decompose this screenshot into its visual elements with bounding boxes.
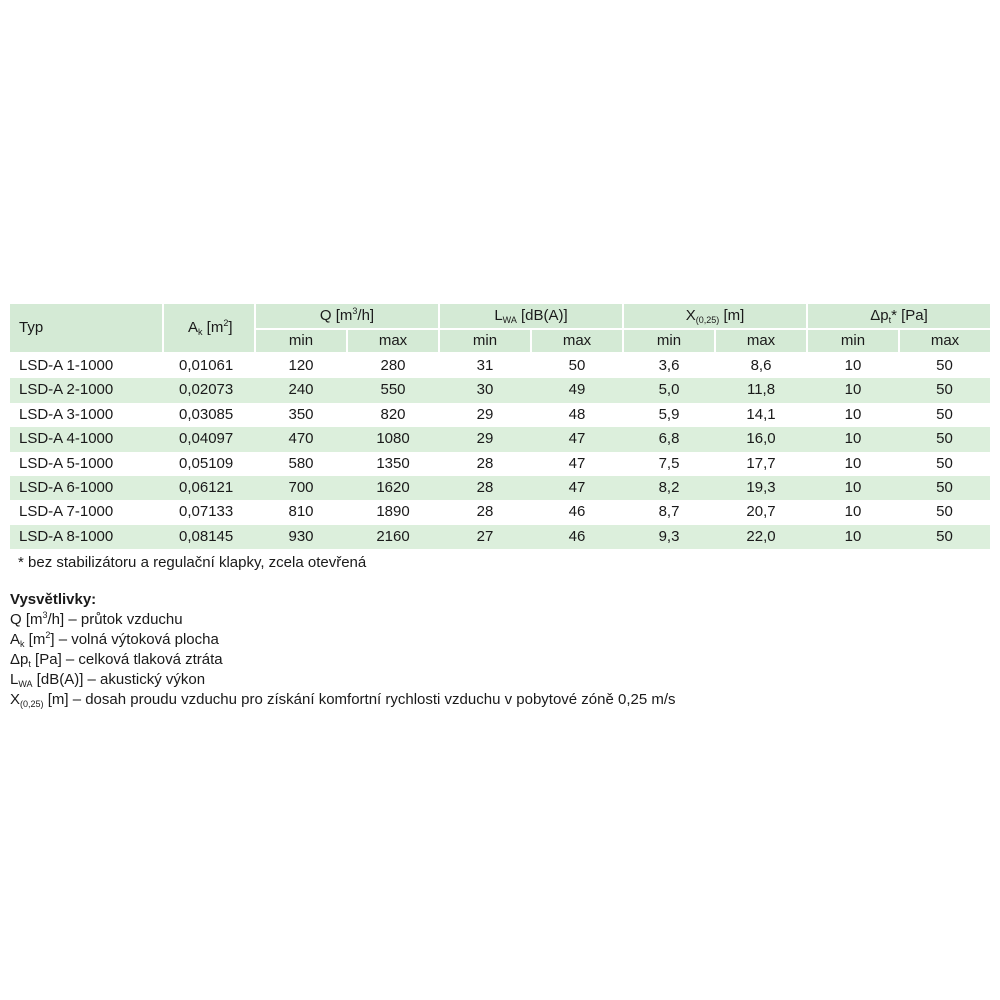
table-cell: 46 — [531, 525, 623, 549]
legend-item-lwa: $L_{WA}$ [dB(A)] – akustický výkon — [10, 671, 206, 690]
table-row — [10, 452, 990, 476]
table-cell: 1620 — [347, 476, 439, 500]
table-cell: 28 — [476, 454, 494, 472]
table-row — [10, 500, 990, 524]
table-cell: 50 — [899, 378, 990, 402]
table-cell: 20,7 — [746, 503, 776, 521]
table-cell: 29 — [476, 405, 494, 423]
table-cell: 22,0 — [715, 525, 807, 549]
header-row — [10, 304, 990, 329]
table-cell: 280 — [380, 357, 406, 374]
table-body — [10, 353, 990, 549]
table-cell: 470 — [255, 427, 347, 451]
table-cell: 550 — [347, 378, 439, 402]
table-cell: 9,3 — [623, 525, 715, 549]
legend-item-ak: $A_k$ $[m^2]$ – volná výtoková plocha — [10, 630, 219, 650]
table-cell: 120 — [288, 357, 314, 374]
table-cell: 46 — [568, 503, 586, 521]
header-x: $X_{(0,25)}$ [m] — [623, 304, 807, 329]
table-row — [10, 427, 990, 451]
table-cell: 2160 — [347, 525, 439, 549]
legend-title: Vysvětlivky: — [10, 591, 97, 609]
header-lwa: $L_{WA}$ [dB(A)] — [439, 304, 623, 329]
subheader-min: min — [623, 329, 715, 353]
table-cell: 50 — [899, 525, 990, 549]
table-cell: 1080 — [347, 427, 439, 451]
subheader-min: min — [807, 329, 899, 353]
table-row — [10, 476, 990, 500]
table-row — [10, 403, 990, 427]
spec-sheet — [10, 304, 990, 710]
table-cell: 0,05109 — [179, 454, 234, 472]
table-cell: 50 — [899, 476, 990, 500]
table-cell: 31 — [476, 357, 494, 374]
table-cell: 7,5 — [658, 454, 680, 472]
table-cell: 10 — [844, 503, 862, 521]
table-cell: 8,7 — [658, 503, 680, 521]
header-typ: Typ — [10, 304, 163, 353]
table-cell: 700 — [255, 476, 347, 500]
type-cell: LSD-A 6-1000 — [10, 476, 163, 500]
table-cell: 10 — [844, 454, 862, 472]
table-row — [10, 525, 990, 549]
table-cell: 10 — [844, 405, 862, 423]
table-cell: 10 — [807, 476, 899, 500]
table-cell: 10 — [807, 525, 899, 549]
table-cell: 50 — [568, 357, 586, 374]
table-cell: 350 — [288, 405, 314, 423]
table-cell: 50 — [936, 357, 953, 374]
header-ak: $A_k$ $[m^2]$ — [163, 304, 255, 353]
type-cell: LSD-A 5-1000 — [19, 454, 114, 472]
table-cell: 930 — [255, 525, 347, 549]
table-cell: 50 — [936, 454, 953, 472]
subheader-min: min — [255, 329, 347, 353]
table-cell: 820 — [380, 405, 406, 423]
table-cell: 50 — [899, 427, 990, 451]
table-cell: 1350 — [376, 454, 410, 472]
table-cell: 47 — [568, 454, 586, 472]
table-cell: 240 — [255, 378, 347, 402]
table-cell: 27 — [439, 525, 531, 549]
table-cell: 1890 — [376, 503, 410, 521]
table-cell: 10 — [807, 378, 899, 402]
table-cell: 11,8 — [715, 378, 807, 402]
type-cell: LSD-A 1-1000 — [19, 357, 114, 374]
subheader-max: max — [531, 329, 623, 353]
table-cell: 19,3 — [715, 476, 807, 500]
table-cell: 16,0 — [715, 427, 807, 451]
type-cell: LSD-A 3-1000 — [19, 405, 114, 423]
table-cell: 50 — [936, 503, 953, 521]
table-cell: 0,03085 — [179, 405, 234, 423]
table-cell: 0,02073 — [163, 378, 255, 402]
subheader-max: max — [347, 329, 439, 353]
legend-item-x: $X_{(0,25)}$ [m] – dosah proudu vzduchu pro získání komfortní rychlosti vzduchu v pobytové zóně 0,25 m/s — [10, 691, 676, 710]
table-cell: 6,8 — [623, 427, 715, 451]
table-cell: 50 — [936, 405, 953, 423]
subheader-max: max — [715, 329, 807, 353]
table-cell: 47 — [531, 427, 623, 451]
table-row — [10, 378, 990, 402]
table-cell: 14,1 — [746, 405, 776, 423]
table-cell: 5,0 — [623, 378, 715, 402]
table-cell: 810 — [288, 503, 314, 521]
table-cell: 28 — [476, 503, 494, 521]
table-cell: 17,7 — [746, 454, 776, 472]
table-cell: 5,9 — [658, 405, 680, 423]
type-cell: LSD-A 4-1000 — [10, 427, 163, 451]
table-cell: 49 — [531, 378, 623, 402]
header-dp: $\Delta p_t*$ [Pa] — [807, 304, 990, 329]
table-cell: 47 — [531, 476, 623, 500]
subheader-min: min — [439, 329, 531, 353]
table-cell: 0,07133 — [179, 503, 234, 521]
table-cell: 580 — [288, 454, 314, 472]
table-cell: 0,01061 — [179, 357, 234, 374]
legend-item-q: Q $[m^3/h]$ – průtok vzduchu — [10, 610, 183, 629]
table-cell: 28 — [439, 476, 531, 500]
table-cell: 10 — [844, 357, 862, 374]
type-cell: LSD-A 7-1000 — [19, 503, 114, 521]
table-cell: 0,04097 — [163, 427, 255, 451]
legend-item-dp: $\Delta p_t$ [Pa] – celková tlaková ztráta — [10, 651, 223, 670]
type-cell: LSD-A 2-1000 — [10, 378, 163, 402]
type-cell: LSD-A 8-1000 — [10, 525, 163, 549]
footnote: * bez stabilizátoru a regulační klapky, zcela otevřená — [18, 554, 367, 572]
subheader-max: max — [899, 329, 990, 353]
legend — [10, 590, 990, 710]
header-q: Q $[m^3/h]$ — [255, 304, 439, 329]
table-cell: 30 — [439, 378, 531, 402]
table-cell: 10 — [807, 427, 899, 451]
performance-table — [10, 304, 990, 549]
table-cell: 3,6 — [658, 357, 680, 374]
table-row — [10, 353, 990, 378]
table-cell: 29 — [439, 427, 531, 451]
table-cell: 8,6 — [750, 357, 772, 374]
table-cell: 0,06121 — [163, 476, 255, 500]
table-cell: 48 — [568, 405, 586, 423]
table-cell: 0,08145 — [163, 525, 255, 549]
table-cell: 8,2 — [623, 476, 715, 500]
